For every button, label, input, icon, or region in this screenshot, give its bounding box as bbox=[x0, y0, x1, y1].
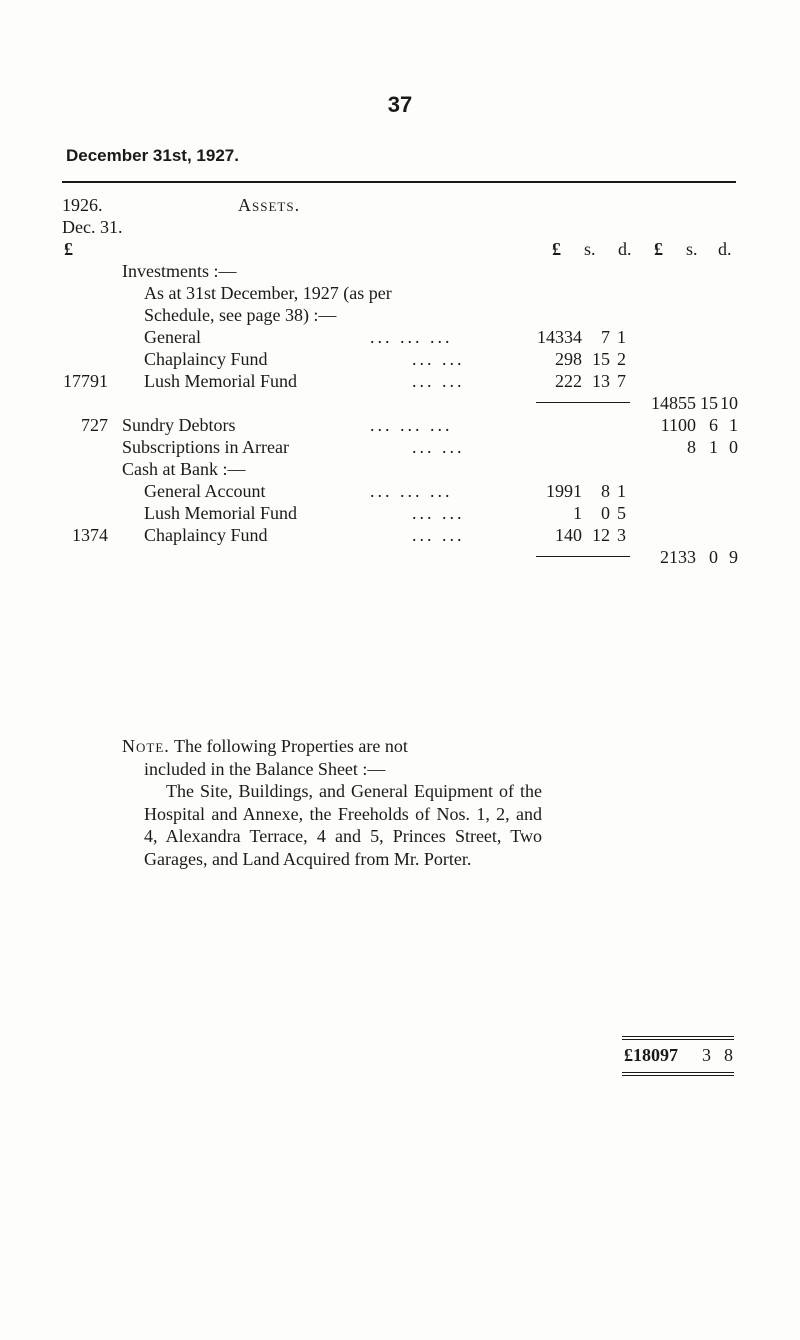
cash-item-label: General Account bbox=[144, 481, 266, 501]
cash-item-label: Chaplaincy Fund bbox=[144, 525, 268, 545]
note-heading: Note. bbox=[122, 736, 170, 756]
col-pounds-1: £ bbox=[552, 239, 561, 259]
note-line-1: The following Properties are not bbox=[169, 736, 408, 756]
total-shillings: 0 bbox=[709, 547, 718, 567]
total-pounds: 1100 bbox=[660, 415, 696, 435]
amount-shillings: 12 bbox=[592, 525, 610, 545]
col-pounds-2: £ bbox=[654, 239, 663, 259]
leader-dots: ... ... ... bbox=[370, 327, 453, 347]
amount-pence: 1 bbox=[617, 481, 626, 501]
amount-shillings: 13 bbox=[592, 371, 610, 391]
total-pounds: 14855 bbox=[651, 393, 696, 413]
amount-pence: 7 bbox=[617, 371, 626, 391]
grand-total-top-rule bbox=[622, 1036, 734, 1037]
grand-total-pounds: £18097 bbox=[624, 1045, 678, 1065]
total-shillings: 6 bbox=[709, 415, 718, 435]
prior-date-label: Dec. 31. bbox=[62, 217, 123, 237]
total-shillings: 1 bbox=[709, 437, 718, 457]
leader-dots: ... ... bbox=[412, 503, 465, 523]
amount-pounds: 298 bbox=[555, 349, 582, 369]
grand-total-pence: 8 bbox=[724, 1045, 733, 1065]
subtotal-rule bbox=[536, 402, 630, 403]
total-shillings: 15 bbox=[700, 393, 718, 413]
leader-dots: ... ... ... bbox=[370, 481, 453, 501]
leader-dots: ... ... bbox=[412, 525, 465, 545]
grand-total-top-rule-2 bbox=[622, 1039, 734, 1040]
total-pence: 0 bbox=[729, 437, 738, 457]
sundry-debtors-label: Sundry Debtors bbox=[122, 415, 236, 435]
amount-shillings: 8 bbox=[601, 481, 610, 501]
leader-dots: ... ... bbox=[412, 371, 465, 391]
schedule-line-2: Schedule, see page 38) :— bbox=[144, 305, 337, 325]
amount-pounds: 14334 bbox=[537, 327, 582, 347]
amount-pounds: 1 bbox=[573, 503, 582, 523]
col-pence-2: d. bbox=[718, 239, 732, 259]
grand-total-bottom-rule bbox=[622, 1072, 734, 1073]
amount-pence: 3 bbox=[617, 525, 626, 545]
investments-heading: Investments :— bbox=[122, 261, 237, 281]
investment-label: Chaplaincy Fund bbox=[144, 349, 268, 369]
subscriptions-label: Subscriptions in Arrear bbox=[122, 437, 289, 457]
prior-year-label: 1926. bbox=[62, 195, 103, 215]
total-pence: 10 bbox=[720, 393, 738, 413]
col-pence-1: d. bbox=[618, 239, 632, 259]
grand-total-bottom-rule-2 bbox=[622, 1075, 734, 1076]
amount-shillings: 0 bbox=[601, 503, 610, 523]
grand-total-shillings: 3 bbox=[702, 1045, 711, 1065]
schedule-line-1: As at 31st December, 1927 (as per bbox=[144, 283, 392, 303]
cash-heading: Cash at Bank :— bbox=[122, 459, 246, 479]
total-pence: 1 bbox=[729, 415, 738, 435]
total-pence: 9 bbox=[729, 547, 738, 567]
investment-label: Lush Memorial Fund bbox=[144, 371, 297, 391]
amount-pence: 1 bbox=[617, 327, 626, 347]
col-shillings-2: s. bbox=[686, 239, 698, 259]
date-heading: December 31st, 1927. bbox=[66, 146, 239, 165]
header-rule bbox=[62, 181, 736, 183]
investment-label: General bbox=[144, 327, 201, 347]
amount-shillings: 15 bbox=[592, 349, 610, 369]
amount-pounds: 1991 bbox=[546, 481, 582, 501]
leader-dots: ... ... bbox=[412, 349, 465, 369]
amount-pounds: 222 bbox=[555, 371, 582, 391]
prior-year-amount: 1374 bbox=[72, 525, 108, 545]
note-body: The Site, Buildings, and General Equipment of the Hospital and Annexe, the Freeholds of Nos. 1, 2, and 4, Alexandra Terrace, 4 and 5, Princes Street, Two Garages, and Land Acquired from Mr. Porter. bbox=[144, 781, 542, 869]
amount-pence: 5 bbox=[617, 503, 626, 523]
amount-pence: 2 bbox=[617, 349, 626, 369]
note-line-2: included in the Balance Sheet :— bbox=[144, 758, 386, 779]
amount-pounds: 140 bbox=[555, 525, 582, 545]
total-pounds: 2133 bbox=[660, 547, 696, 567]
prior-currency-label: £ bbox=[64, 239, 73, 259]
cash-item-label: Lush Memorial Fund bbox=[144, 503, 297, 523]
amount-shillings: 7 bbox=[601, 327, 610, 347]
prior-year-amount: 17791 bbox=[63, 371, 108, 391]
total-pounds: 8 bbox=[687, 437, 696, 457]
prior-year-amount: 727 bbox=[81, 415, 108, 435]
section-title: Assets. bbox=[238, 195, 301, 215]
leader-dots: ... ... bbox=[412, 437, 465, 457]
leader-dots: ... ... ... bbox=[370, 415, 453, 435]
col-shillings-1: s. bbox=[584, 239, 596, 259]
note-intro bbox=[122, 735, 542, 758]
subtotal-rule bbox=[536, 556, 630, 557]
note-block bbox=[122, 735, 542, 871]
page-number: 37 bbox=[387, 92, 413, 117]
